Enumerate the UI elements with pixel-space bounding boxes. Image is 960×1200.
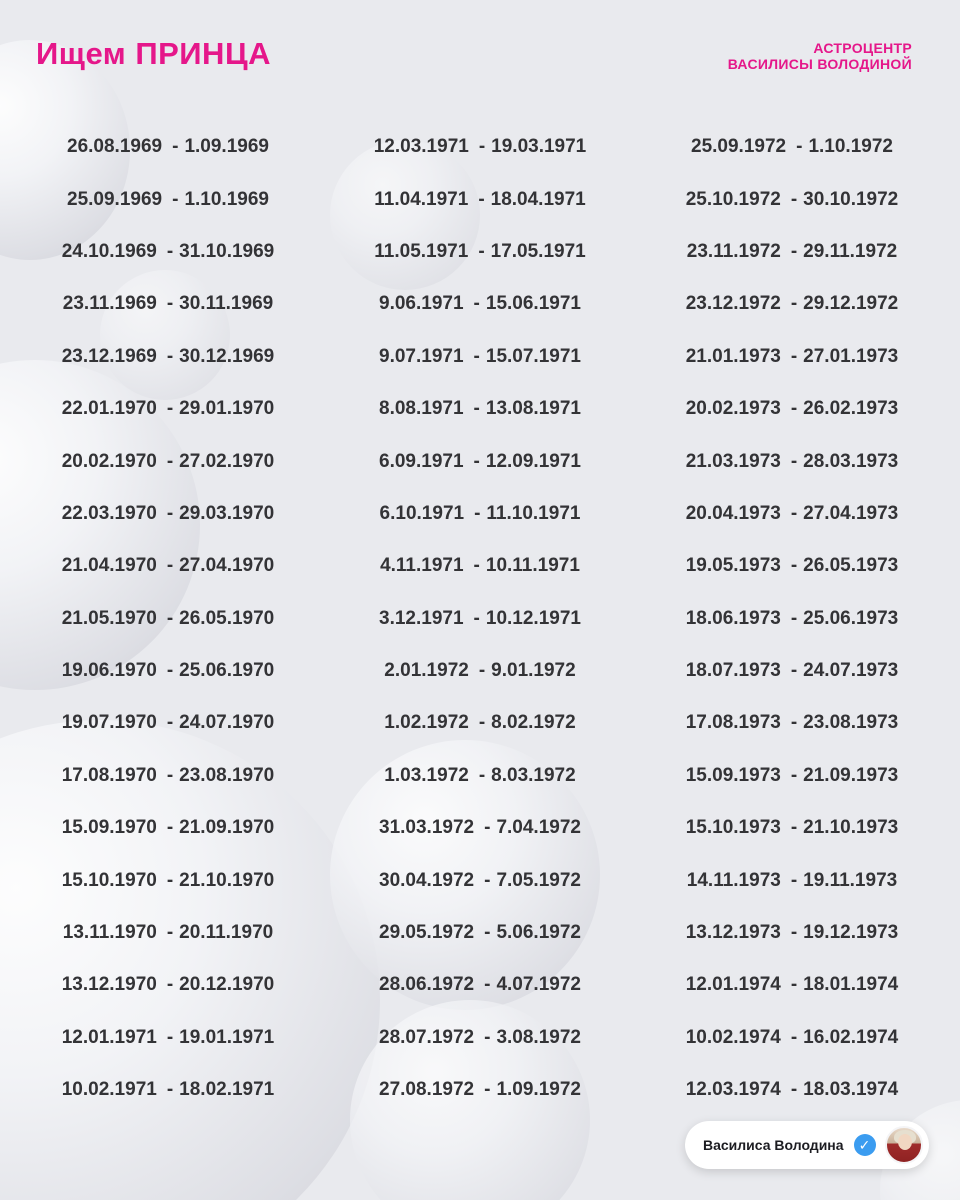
range-separator: - <box>484 869 491 891</box>
range-separator: - <box>166 555 174 577</box>
range-separator: - <box>790 607 798 629</box>
range-separator: - <box>166 398 174 420</box>
range-end-date: 21.09.1970 <box>179 817 275 839</box>
range-end-date: 30.12.1969 <box>179 345 275 367</box>
date-range-row <box>632 121 952 173</box>
range-end-date: 27.04.1970 <box>179 555 275 577</box>
date-range-row <box>632 278 952 330</box>
range-separator: - <box>166 293 174 315</box>
range-separator: - <box>166 607 174 629</box>
range-start-date: 23.12.1969 <box>61 345 157 367</box>
range-separator: - <box>478 136 486 158</box>
range-start-date: 10.02.1974 <box>685 1026 781 1048</box>
range-separator: - <box>484 922 491 944</box>
date-column-2 <box>320 121 640 1116</box>
range-end-date: 20.11.1970 <box>179 922 274 944</box>
date-range-row <box>8 593 328 645</box>
range-start-date: 23.11.1972 <box>686 240 781 262</box>
range-separator: - <box>473 398 480 420</box>
range-separator: - <box>790 240 798 262</box>
date-range-row <box>632 697 952 749</box>
range-start-date: 22.01.1970 <box>61 398 157 420</box>
date-range-row <box>320 593 640 645</box>
range-start-date: 17.08.1973 <box>685 712 781 734</box>
range-start-date: 14.11.1973 <box>686 869 781 891</box>
range-separator: - <box>790 502 798 524</box>
verified-check-icon: ✓ <box>854 1134 876 1156</box>
range-end-date: 18.03.1974 <box>803 1079 899 1101</box>
date-range-row <box>8 435 328 487</box>
range-end-date: 15.06.1971 <box>485 293 581 315</box>
date-range-row <box>8 540 328 592</box>
brand-line-2: ВАСИЛИСЫ ВОЛОДИНОЙ <box>727 56 912 72</box>
date-range-row <box>8 750 328 802</box>
range-start-date: 19.05.1973 <box>685 555 781 577</box>
date-range-row <box>8 697 328 749</box>
range-separator: - <box>790 974 798 996</box>
page-title: Ищем ПРИНЦА <box>36 36 271 71</box>
date-range-row <box>8 802 328 854</box>
range-end-date: 1.10.1972 <box>808 136 893 158</box>
date-range-row <box>8 173 328 225</box>
range-separator: - <box>166 869 174 891</box>
range-separator: - <box>172 136 179 158</box>
range-end-date: 4.07.1972 <box>496 974 581 996</box>
range-end-date: 28.03.1973 <box>803 450 899 472</box>
range-separator: - <box>166 1079 174 1101</box>
range-separator: - <box>166 240 174 262</box>
date-range-row <box>632 750 952 802</box>
brand-line-1: АСТРОЦЕНТР <box>813 40 912 56</box>
range-start-date: 8.08.1971 <box>379 398 464 420</box>
range-separator: - <box>484 974 491 996</box>
range-start-date: 25.09.1972 <box>691 136 787 158</box>
range-start-date: 22.03.1970 <box>61 502 157 524</box>
range-end-date: 25.06.1973 <box>803 607 899 629</box>
date-range-row <box>632 435 952 487</box>
range-end-date: 29.01.1970 <box>179 398 275 420</box>
range-start-date: 9.07.1971 <box>379 345 464 367</box>
date-range-row <box>320 540 640 592</box>
date-range-row <box>320 1064 640 1116</box>
range-separator: - <box>796 136 803 158</box>
date-range-row <box>8 488 328 540</box>
range-start-date: 21.04.1970 <box>61 555 157 577</box>
date-range-row <box>632 959 952 1011</box>
range-separator: - <box>166 764 174 786</box>
range-separator: - <box>790 1079 798 1101</box>
range-start-date: 12.01.1974 <box>685 974 781 996</box>
range-separator: - <box>484 1079 491 1101</box>
date-range-row <box>632 488 952 540</box>
range-start-date: 3.12.1971 <box>379 607 464 629</box>
range-start-date: 15.09.1970 <box>61 817 157 839</box>
date-column-3 <box>632 121 952 1116</box>
range-start-date: 28.06.1972 <box>379 974 475 996</box>
date-range-row <box>320 907 640 959</box>
range-end-date: 27.01.1973 <box>803 345 899 367</box>
range-separator: - <box>790 555 798 577</box>
range-start-date: 24.10.1969 <box>61 240 157 262</box>
range-end-date: 1.09.1969 <box>184 136 269 158</box>
range-end-date: 29.12.1972 <box>803 293 899 315</box>
range-start-date: 4.11.1971 <box>380 555 464 577</box>
range-separator: - <box>790 712 798 734</box>
range-start-date: 20.02.1970 <box>61 450 157 472</box>
range-start-date: 19.07.1970 <box>61 712 157 734</box>
range-separator: - <box>790 869 798 891</box>
range-end-date: 3.08.1972 <box>496 1026 581 1048</box>
range-end-date: 8.02.1972 <box>491 712 576 734</box>
date-range-row <box>320 383 640 435</box>
date-range-row <box>320 226 640 278</box>
date-range-row <box>320 645 640 697</box>
range-end-date: 10.12.1971 <box>485 607 581 629</box>
range-end-date: 8.03.1972 <box>491 764 576 786</box>
range-end-date: 1.09.1972 <box>496 1079 581 1101</box>
date-range-row <box>8 331 328 383</box>
range-end-date: 20.12.1970 <box>179 974 275 996</box>
date-range-row <box>632 802 952 854</box>
range-separator: - <box>166 450 174 472</box>
range-end-date: 12.09.1971 <box>485 450 581 472</box>
range-start-date: 13.12.1973 <box>685 922 781 944</box>
range-separator: - <box>478 240 485 262</box>
range-end-date: 11.10.1971 <box>486 502 581 524</box>
date-range-row <box>320 488 640 540</box>
range-start-date: 17.08.1970 <box>61 764 157 786</box>
range-end-date: 24.07.1973 <box>803 660 899 682</box>
range-end-date: 30.10.1972 <box>803 188 899 210</box>
range-start-date: 23.11.1969 <box>62 293 157 315</box>
date-range-row <box>8 383 328 435</box>
date-range-row <box>8 1064 328 1116</box>
range-separator: - <box>478 712 486 734</box>
range-start-date: 6.09.1971 <box>379 450 464 472</box>
range-end-date: 17.05.1971 <box>490 240 586 262</box>
range-start-date: 31.03.1972 <box>379 817 475 839</box>
range-end-date: 7.05.1972 <box>496 869 581 891</box>
range-start-date: 23.12.1972 <box>685 293 781 315</box>
date-range-row <box>320 278 640 330</box>
range-end-date: 21.09.1973 <box>803 764 899 786</box>
range-start-date: 20.02.1973 <box>685 398 781 420</box>
brand-logo-text <box>728 40 912 72</box>
range-end-date: 26.05.1973 <box>803 555 899 577</box>
range-end-date: 23.08.1973 <box>803 712 899 734</box>
range-start-date: 10.02.1971 <box>61 1079 157 1101</box>
range-end-date: 19.01.1971 <box>179 1026 275 1048</box>
date-range-row <box>8 854 328 906</box>
date-range-row <box>320 331 640 383</box>
range-start-date: 21.05.1970 <box>61 607 157 629</box>
range-start-date: 26.08.1969 <box>67 136 163 158</box>
range-start-date: 13.12.1970 <box>61 974 157 996</box>
range-separator: - <box>473 293 480 315</box>
range-separator: - <box>790 450 798 472</box>
range-start-date: 13.11.1970 <box>62 922 157 944</box>
date-range-row <box>632 1064 952 1116</box>
range-end-date: 30.11.1969 <box>179 293 274 315</box>
range-start-date: 18.06.1973 <box>685 607 781 629</box>
range-end-date: 26.05.1970 <box>179 607 275 629</box>
range-separator: - <box>172 188 179 210</box>
range-separator: - <box>478 188 485 210</box>
range-separator: - <box>166 1026 174 1048</box>
date-range-row <box>632 540 952 592</box>
range-start-date: 15.09.1973 <box>685 764 781 786</box>
date-range-row <box>632 331 952 383</box>
range-separator: - <box>473 607 480 629</box>
date-range-row <box>632 593 952 645</box>
range-separator: - <box>166 502 174 524</box>
range-end-date: 29.03.1970 <box>179 502 275 524</box>
range-end-date: 23.08.1970 <box>179 764 275 786</box>
range-separator: - <box>790 188 798 210</box>
range-separator: - <box>473 345 480 367</box>
range-end-date: 9.01.1972 <box>491 660 576 682</box>
range-separator: - <box>166 660 174 682</box>
range-separator: - <box>790 817 798 839</box>
date-range-row <box>632 173 952 225</box>
range-start-date: 12.03.1974 <box>685 1079 781 1101</box>
range-start-date: 30.04.1972 <box>379 869 475 891</box>
range-separator: - <box>790 764 798 786</box>
range-end-date: 27.02.1970 <box>179 450 275 472</box>
range-end-date: 18.01.1974 <box>803 974 899 996</box>
range-end-date: 24.07.1970 <box>179 712 275 734</box>
date-range-row <box>320 750 640 802</box>
range-end-date: 26.02.1973 <box>803 398 899 420</box>
date-range-row <box>320 1012 640 1064</box>
date-range-row <box>632 645 952 697</box>
range-end-date: 5.06.1972 <box>496 922 581 944</box>
date-range-row <box>8 226 328 278</box>
date-range-row <box>632 1012 952 1064</box>
range-separator: - <box>790 660 798 682</box>
range-end-date: 25.06.1970 <box>179 660 275 682</box>
date-range-row <box>632 383 952 435</box>
range-separator: - <box>790 345 798 367</box>
range-start-date: 21.01.1973 <box>685 345 781 367</box>
range-separator: - <box>473 555 480 577</box>
date-range-row <box>8 1012 328 1064</box>
range-start-date: 2.01.1972 <box>384 660 469 682</box>
date-range-row <box>320 173 640 225</box>
date-range-row <box>8 645 328 697</box>
range-end-date: 1.10.1969 <box>184 188 269 210</box>
author-badge[interactable] <box>685 1121 929 1169</box>
range-start-date: 9.06.1971 <box>379 293 464 315</box>
date-range-row <box>320 435 640 487</box>
header <box>0 0 960 110</box>
date-range-row <box>632 854 952 906</box>
range-end-date: 13.08.1971 <box>485 398 581 420</box>
range-start-date: 27.08.1972 <box>379 1079 475 1101</box>
range-start-date: 18.07.1973 <box>685 660 781 682</box>
range-end-date: 31.10.1969 <box>179 240 275 262</box>
range-start-date: 11.05.1971 <box>374 240 469 262</box>
range-separator: - <box>484 1026 491 1048</box>
range-end-date: 19.11.1973 <box>803 869 898 891</box>
range-end-date: 18.04.1971 <box>490 188 586 210</box>
range-separator: - <box>484 817 491 839</box>
date-range-row <box>8 959 328 1011</box>
range-separator: - <box>166 712 174 734</box>
date-range-row <box>320 697 640 749</box>
range-start-date: 1.03.1972 <box>384 764 469 786</box>
range-separator: - <box>166 922 174 944</box>
date-range-row <box>320 854 640 906</box>
range-separator: - <box>790 398 798 420</box>
range-end-date: 7.04.1972 <box>496 817 581 839</box>
range-separator: - <box>166 974 174 996</box>
range-start-date: 1.02.1972 <box>384 712 469 734</box>
range-end-date: 29.11.1972 <box>803 240 898 262</box>
range-start-date: 29.05.1972 <box>379 922 475 944</box>
range-end-date: 19.03.1971 <box>491 136 587 158</box>
range-separator: - <box>473 450 480 472</box>
range-end-date: 16.02.1974 <box>803 1026 899 1048</box>
date-range-row <box>320 959 640 1011</box>
range-end-date: 19.12.1973 <box>803 922 899 944</box>
range-start-date: 12.03.1971 <box>373 136 469 158</box>
range-separator: - <box>478 764 486 786</box>
range-start-date: 6.10.1971 <box>379 502 465 524</box>
range-separator: - <box>790 1026 798 1048</box>
range-start-date: 15.10.1973 <box>685 817 781 839</box>
avatar-face <box>898 1134 912 1150</box>
date-range-row <box>8 278 328 330</box>
range-separator: - <box>474 502 481 524</box>
range-separator: - <box>790 922 798 944</box>
range-end-date: 10.11.1971 <box>485 555 580 577</box>
range-end-date: 27.04.1973 <box>803 502 899 524</box>
date-column-1 <box>8 121 328 1116</box>
range-start-date: 25.10.1972 <box>685 188 781 210</box>
date-range-row <box>8 907 328 959</box>
range-start-date: 12.01.1971 <box>61 1026 157 1048</box>
range-separator: - <box>790 293 798 315</box>
range-end-date: 21.10.1970 <box>179 869 275 891</box>
range-start-date: 28.07.1972 <box>379 1026 475 1048</box>
range-start-date: 20.04.1973 <box>685 502 781 524</box>
range-end-date: 15.07.1971 <box>485 345 581 367</box>
range-start-date: 21.03.1973 <box>685 450 781 472</box>
range-start-date: 25.09.1969 <box>67 188 163 210</box>
range-end-date: 21.10.1973 <box>803 817 899 839</box>
range-separator: - <box>478 660 486 682</box>
date-range-row <box>320 121 640 173</box>
date-range-row <box>320 802 640 854</box>
range-end-date: 18.02.1971 <box>179 1079 275 1101</box>
range-start-date: 19.06.1970 <box>61 660 157 682</box>
date-range-row <box>632 226 952 278</box>
range-separator: - <box>166 345 174 367</box>
date-range-row <box>8 121 328 173</box>
range-start-date: 15.10.1970 <box>61 869 157 891</box>
author-name: Василиса Володина <box>703 1137 844 1153</box>
range-start-date: 11.04.1971 <box>374 188 469 210</box>
avatar <box>885 1126 923 1164</box>
date-range-row <box>632 907 952 959</box>
range-separator: - <box>166 817 174 839</box>
